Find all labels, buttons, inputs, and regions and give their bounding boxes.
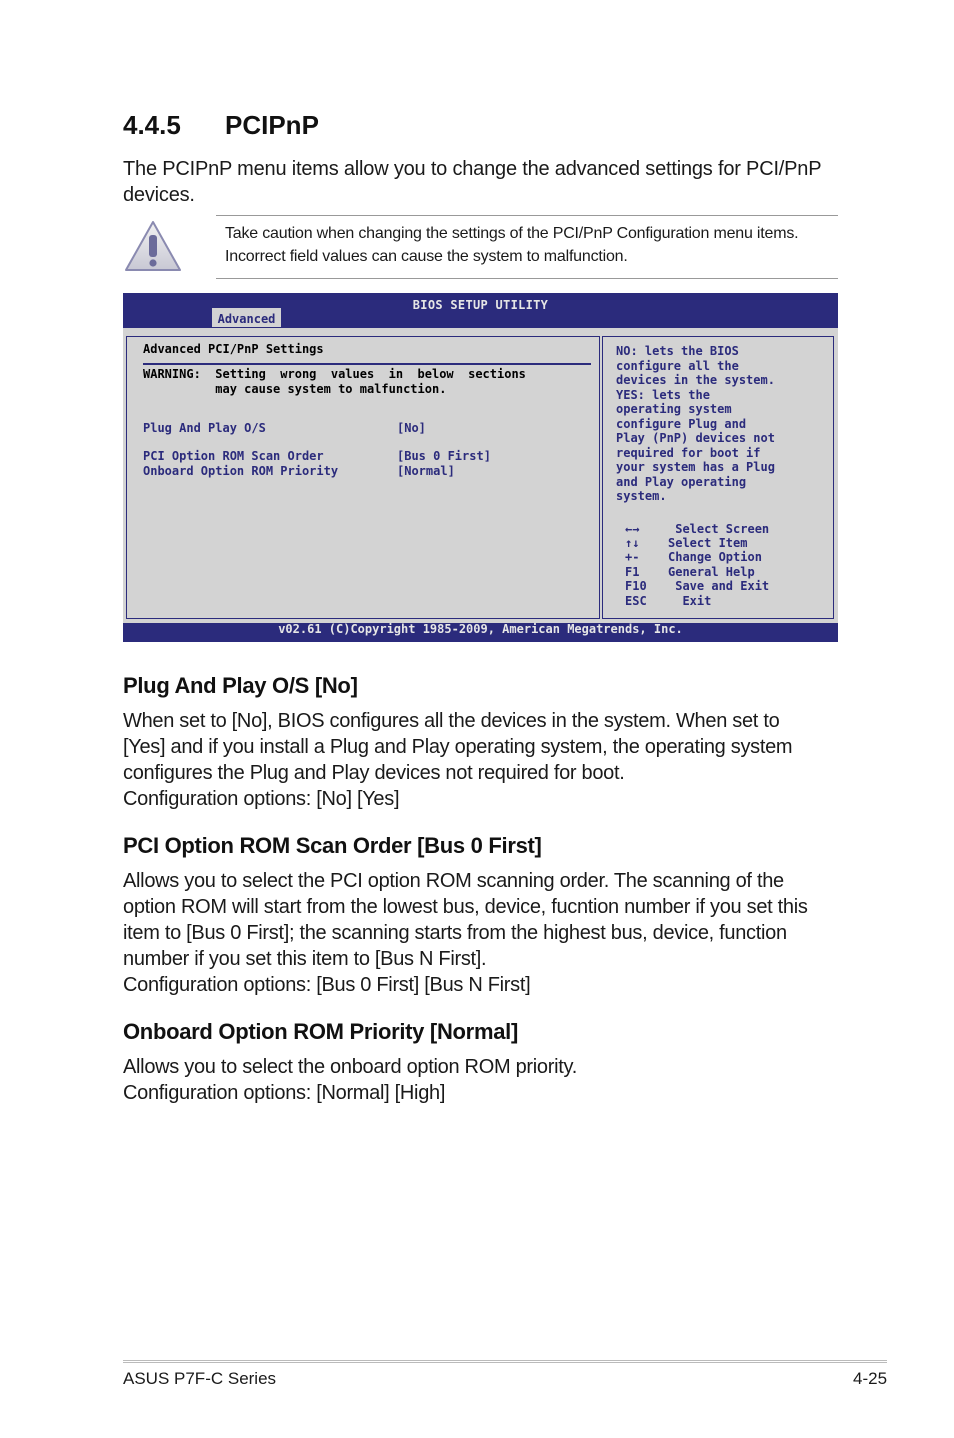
bios-help-text <box>616 344 775 504</box>
bios-warning-line: may cause system to malfunction. <box>143 381 447 396</box>
bios-key-f10: F10 <box>625 579 647 593</box>
body-line: Configuration options: [Bus 0 First] [Bus N First] <box>123 974 531 996</box>
intro-paragraph: The PCIPnP menu items allow you to change the advanced settings for PCI/PnP devices. <box>123 158 821 206</box>
help-line: configure Plug and <box>616 416 747 431</box>
body-line: Configuration options: [Normal] [High] <box>123 1082 446 1104</box>
help-line: YES: lets the <box>616 387 710 402</box>
body-line: Allows you to select the PCI option ROM scanning order. The scanning of the <box>123 870 784 892</box>
bios-key-desc: Select Screen <box>668 522 770 536</box>
footer-page-number: 4-25 <box>853 1369 888 1388</box>
item-body-pci-scan-order <box>123 868 843 998</box>
body-line: number if you set this item to [Bus N First]. <box>123 948 487 970</box>
bios-setting-plug-and-play-value[interactable]: [No] <box>397 421 426 435</box>
bios-key-desc: Exit <box>668 594 712 608</box>
bios-key-arrows-lr: ←→ <box>625 522 640 536</box>
bios-key-arrows-ud: ↑↓ <box>625 536 640 550</box>
bios-setting-onboard-priority-label[interactable]: Onboard Option ROM Priority <box>143 464 339 478</box>
body-line: [Yes] and if you install a Plug and Play operating system, the operating system <box>123 736 793 758</box>
bios-key-plus-minus: +- <box>625 550 640 564</box>
bios-warning <box>143 367 526 396</box>
item-body-plug-and-play <box>123 708 843 812</box>
bios-key-desc: Save and Exit <box>668 579 770 593</box>
bios-title: BIOS SETUP UTILITY <box>412 298 549 312</box>
bios-divider <box>143 363 591 365</box>
bios-setting-pci-scan-order-value[interactable]: [Bus 0 First] <box>397 449 491 463</box>
footer-product-name: ASUS P7F-C Series <box>123 1369 277 1388</box>
bios-tab-advanced[interactable]: Advanced <box>212 308 281 327</box>
body-line: item to [Bus 0 First]; the scanning starts from the highest bus, device, function <box>123 922 787 944</box>
help-line: your system has a Plug <box>616 460 775 474</box>
body-line: Configuration options: [No] [Yes] <box>123 788 400 810</box>
help-line: and Play operating <box>616 474 747 489</box>
bios-copyright-footer: v02.61 (C)Copyright 1985-2009, American Megatrends, Inc. <box>123 623 838 642</box>
item-heading-plug-and-play: Plug And Play O/S [No] <box>123 673 358 698</box>
help-line: devices in the system. <box>616 373 775 387</box>
help-line: required for boot if <box>616 445 761 460</box>
bios-key-f1: F1 <box>625 565 640 579</box>
bios-setting-pci-scan-order-label[interactable]: PCI Option ROM Scan Order <box>143 449 324 463</box>
bios-key-desc: Select Item <box>668 536 748 550</box>
help-line: Play (PnP) devices not <box>616 431 775 445</box>
section-number: 4.4.5 <box>123 110 181 140</box>
item-heading-pci-scan-order: PCI Option ROM Scan Order [Bus 0 First] <box>123 833 542 858</box>
help-line: system. <box>616 489 667 503</box>
help-line: operating system <box>616 402 732 416</box>
help-line: configure all the <box>616 358 739 373</box>
item-heading-onboard-priority: Onboard Option ROM Priority [Normal] <box>123 1019 518 1044</box>
body-line: Allows you to select the onboard option ROM priority. <box>123 1056 577 1078</box>
footer-divider <box>123 1360 887 1363</box>
bios-key-desc: General Help <box>668 565 755 579</box>
body-line: configures the Plug and Play devices not required for boot. <box>123 762 625 784</box>
help-line: NO: lets the BIOS <box>616 344 739 358</box>
bios-warning-line: WARNING: Setting wrong values in below sections <box>143 367 526 381</box>
body-line: When set to [No], BIOS configures all the devices in the system. When set to <box>123 710 780 732</box>
warning-triangle-icon <box>123 218 183 274</box>
body-line: option ROM will start from the lowest bus, device, fucntion number if you set this <box>123 896 808 918</box>
bios-key-esc: ESC <box>625 594 647 608</box>
bios-key-desc: Change Option <box>668 550 762 564</box>
bios-panel-heading: Advanced PCI/PnP Settings <box>143 342 324 356</box>
bios-setting-onboard-priority-value[interactable]: [Normal] <box>397 464 455 478</box>
section-title <box>123 110 319 141</box>
bios-screenshot <box>123 293 838 642</box>
item-body-onboard-priority <box>123 1054 843 1106</box>
bios-setting-plug-and-play-label[interactable]: Plug And Play O/S <box>143 421 266 435</box>
caution-text: Take caution when changing the settings of the PCI/PnP Configuration menu items. Incorrect field values can cause the system to malfunction. <box>225 225 799 265</box>
section-name: PCIPnP <box>225 110 319 140</box>
